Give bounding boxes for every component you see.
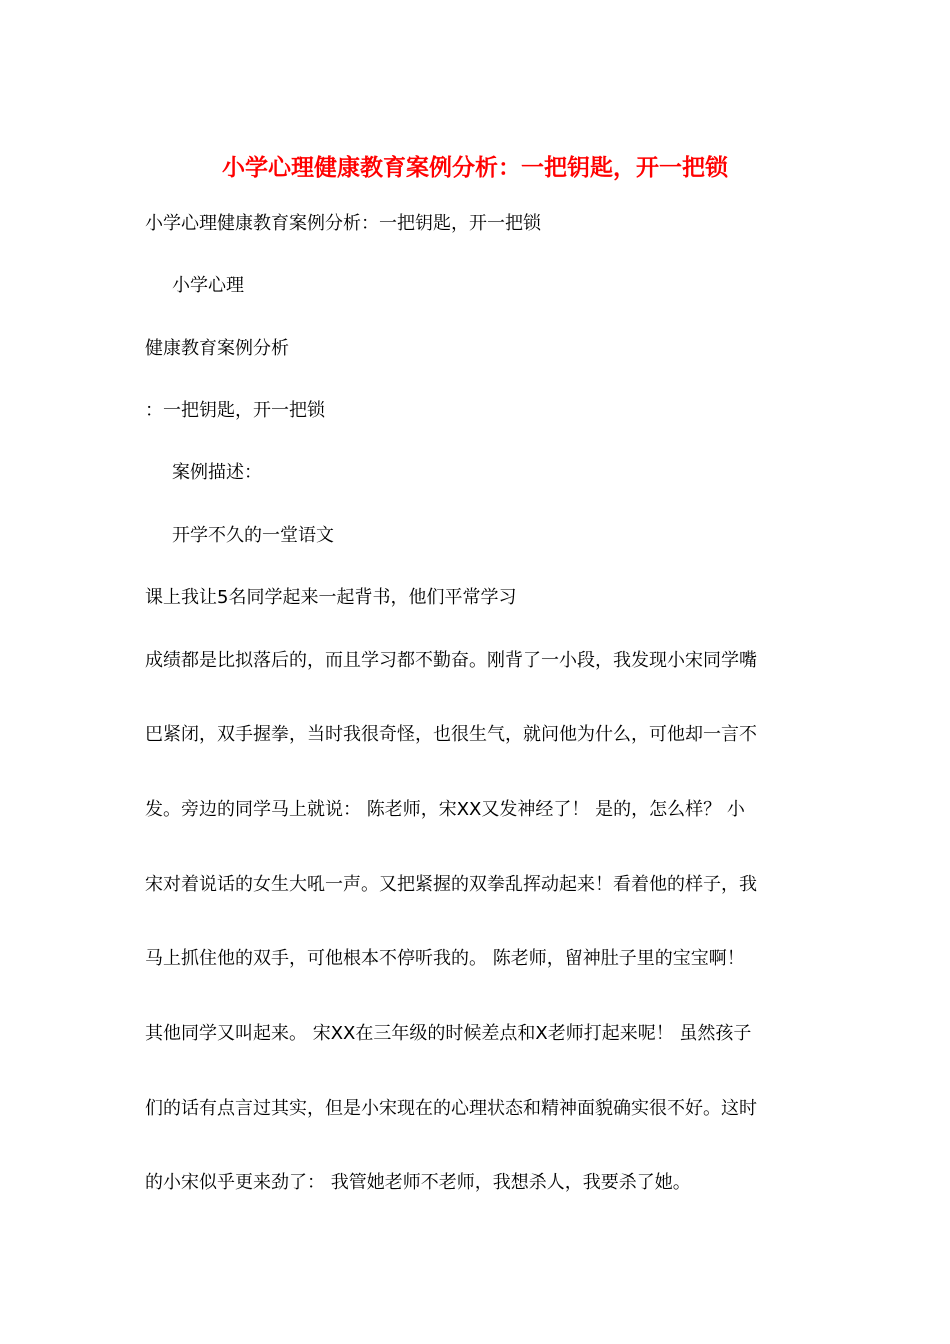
- paragraph-line: 其他同学又叫起来。 宋XX在三年级的时候差点和X老师打起来呢！ 虽然孩子: [145, 1023, 752, 1044]
- paragraph-line: 课上我让5名同学起来一起背书，他们平常学习: [145, 587, 517, 608]
- paragraph-line: ：一把钥匙，开一把锁: [145, 400, 325, 421]
- paragraph-line: 的小宋似乎更来劲了： 我管她老师不老师，我想杀人，我要杀了她。: [145, 1172, 691, 1193]
- paragraph-subtitle: 小学心理健康教育案例分析：一把钥匙，开一把锁: [145, 213, 541, 234]
- paragraph-line: 们的话有点言过其实，但是小宋现在的心理状态和精神面貌确实很不好。这时: [145, 1098, 757, 1119]
- section-heading: 案例描述：: [172, 462, 262, 483]
- paragraph-line: 宋对着说话的女生大吼一声。又把紧握的双拳乱挥动起来！看着他的样子，我: [145, 874, 757, 895]
- document-title: 小学心理健康教育案例分析：一把钥匙，开一把锁: [222, 154, 728, 181]
- paragraph-line: 健康教育案例分析: [145, 338, 289, 359]
- paragraph-line: 小学心理: [172, 275, 244, 296]
- paragraph-line: 成绩都是比拟落后的，而且学习都不勤奋。刚背了一小段，我发现小宋同学嘴: [145, 650, 757, 671]
- paragraph-line: 发。旁边的同学马上就说： 陈老师，宋XX又发神经了！ 是的，怎么样？ 小: [145, 799, 745, 820]
- paragraph-line: 开学不久的一堂语文: [172, 525, 334, 546]
- paragraph-line: 巴紧闭，双手握拳，当时我很奇怪，也很生气，就问他为什么，可他却一言不: [145, 724, 757, 745]
- paragraph-line: 马上抓住他的双手，可他根本不停听我的。 陈老师，留神肚子里的宝宝啊！: [145, 948, 745, 969]
